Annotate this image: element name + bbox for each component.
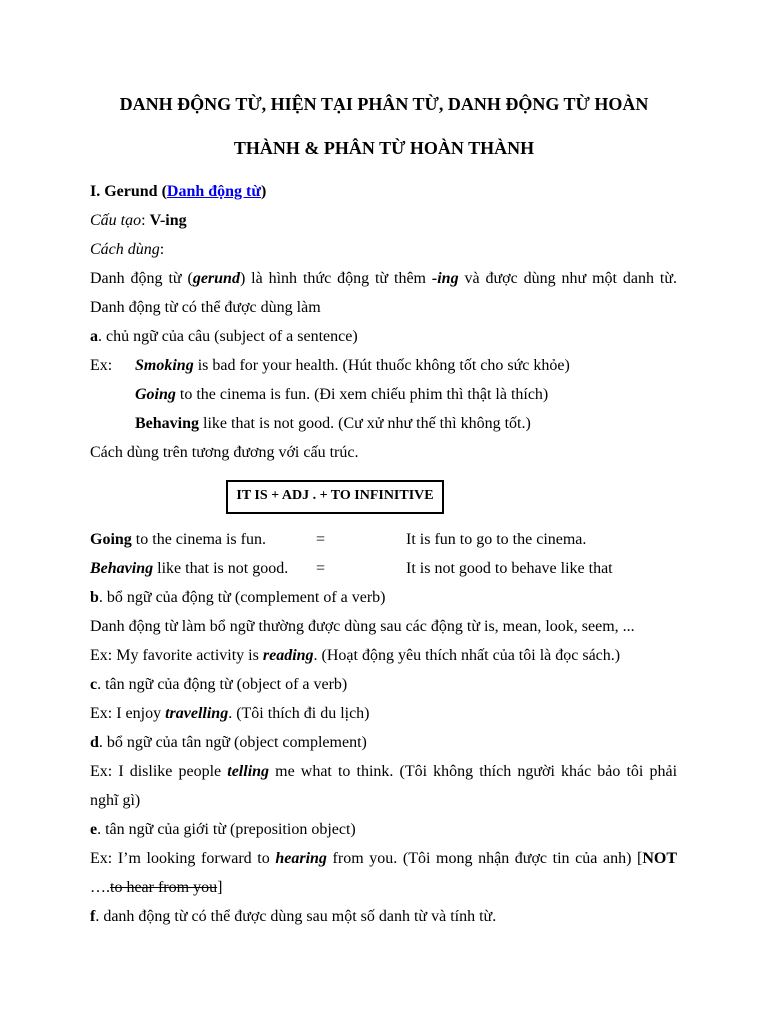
e-ex-dots: ….: [90, 879, 110, 896]
example-1: [135, 357, 570, 375]
item-a-text: . chủ ngữ của câu (subject of a sentence): [98, 328, 358, 345]
def-part3: và được dùng như một danh từ.: [458, 270, 678, 287]
doc-title-line1: DANH ĐỘNG TỪ, HIỆN TẠI PHÂN TỪ, DANH ĐỘNG TỪ HOÀN: [119, 94, 649, 114]
ex1-word: Smoking: [135, 357, 194, 374]
ex-label: Ex:: [90, 357, 113, 374]
item-e-text: . tân ngữ của giới từ (preposition object): [97, 821, 356, 838]
item-f-letter: f: [90, 908, 96, 925]
item-c-text: . tân ngữ của động từ (object of a verb): [97, 676, 348, 693]
e-ex-not: NOT: [642, 850, 678, 867]
c-ex-word: travelling: [165, 705, 229, 722]
item-f: [90, 908, 496, 926]
section-heading-prefix: I. Gerund (: [90, 183, 167, 200]
section-heading: [90, 183, 266, 201]
danh-dong-tu-link[interactable]: Danh động từ: [166, 183, 261, 200]
item-d-text: . bổ ngữ của tân ngữ (object complement): [98, 734, 367, 751]
definition-line: [90, 270, 677, 288]
compare-2-right: It is not good to behave like that: [406, 560, 613, 577]
cach-dung-line: [90, 241, 164, 259]
e-ex-part1: Ex: I’m looking forward to: [90, 850, 276, 867]
item-c-example: [90, 705, 370, 723]
item-a-letter: a: [90, 328, 98, 345]
item-b-example: [90, 647, 620, 665]
cmp2-word: Behaving: [90, 560, 154, 577]
cmp2-rest: like that is not good.: [153, 560, 289, 577]
item-e: [90, 821, 356, 839]
structure-box: IT IS + ADJ . + TO INFINITIVE: [226, 480, 444, 514]
section-heading-suffix: ): [260, 183, 267, 200]
d-ex-part2: me what to think. (Tôi không thích người khác bảo tôi phải: [269, 763, 678, 780]
def-gerund: gerund: [192, 270, 240, 287]
example-2: [135, 386, 548, 404]
item-e-example-line2: [90, 879, 222, 897]
item-c: [90, 676, 347, 694]
compare-2-left: [90, 560, 288, 578]
cau-tao-label: Cấu tạo: [90, 212, 142, 229]
equivalent-line: Cách dùng trên tương đương với cấu trúc.: [90, 444, 359, 461]
ex3-word: Behaving: [135, 415, 200, 432]
compare-1-right: It is fun to go to the cinema.: [406, 531, 587, 548]
compare-1-left: [90, 531, 266, 549]
b-ex-word: reading: [262, 647, 314, 664]
cmp1-rest: to the cinema is fun.: [131, 531, 266, 548]
e-ex-part2: from you. (Tôi mong nhận được tin của anh) [: [326, 850, 643, 867]
cach-dung-colon: :: [159, 241, 165, 258]
e-ex-strikethrough: to hear from you: [110, 879, 218, 896]
def-ing: -ing: [431, 270, 459, 287]
ex2-word: Going: [135, 386, 176, 403]
def-part2: ) là hình thức động từ thêm: [239, 270, 432, 287]
e-ex-word: hearing: [275, 850, 327, 867]
ex1-rest: is bad for your health. (Hút thuốc không tốt cho sức khỏe): [193, 357, 570, 374]
item-d-example-line2: nghĩ gì): [90, 792, 141, 809]
cau-tao-value: V-ing: [149, 212, 187, 229]
ex3-rest: like that is not good. (Cư xử như thế thì không tốt.): [199, 415, 531, 432]
item-e-example: [90, 850, 677, 868]
item-d-letter: d: [90, 734, 99, 751]
item-b-text: . bổ ngữ của động từ (complement of a verb): [98, 589, 386, 606]
d-ex-word: telling: [227, 763, 270, 780]
ex2-rest: to the cinema is fun. (Đi xem chiếu phim thì thật là thích): [175, 386, 549, 403]
c-ex-part1: Ex: I enjoy: [90, 705, 166, 722]
example-3: [135, 415, 531, 433]
c-ex-part2: . (Tôi thích đi du lịch): [228, 705, 370, 722]
compare-1-equals: =: [316, 531, 326, 548]
item-c-letter: c: [90, 676, 98, 693]
item-b-desc: Danh động từ làm bổ ngữ thường được dùng sau các động từ is, mean, look, seem, ...: [90, 618, 635, 635]
cau-tao-line: [90, 212, 187, 230]
b-ex-part1: Ex: My favorite activity is: [90, 647, 263, 664]
item-d: [90, 734, 367, 752]
item-d-example: [90, 763, 677, 781]
item-f-text: . danh động từ có thể được dùng sau một số danh từ và tính từ.: [95, 908, 497, 925]
item-e-letter: e: [90, 821, 98, 838]
e-ex-bracket: ]: [217, 879, 223, 896]
item-b-letter: b: [90, 589, 99, 606]
compare-2-equals: =: [316, 560, 326, 577]
d-ex-part1: Ex: I dislike people: [90, 763, 228, 780]
def-part1: Danh động từ (: [90, 270, 193, 287]
b-ex-part2: . (Hoạt động yêu thích nhất của tôi là đọc sách.): [313, 647, 621, 664]
item-a: [90, 328, 358, 346]
cau-tao-colon: :: [141, 212, 150, 229]
doc-title-line2: THÀNH & PHÂN TỪ HOÀN THÀNH: [233, 138, 535, 158]
definition-line2: Danh động từ có thể được dùng làm: [90, 299, 321, 316]
item-b: [90, 589, 386, 607]
cach-dung-label: Cách dùng: [90, 241, 160, 258]
cmp1-word: Going: [90, 531, 132, 548]
